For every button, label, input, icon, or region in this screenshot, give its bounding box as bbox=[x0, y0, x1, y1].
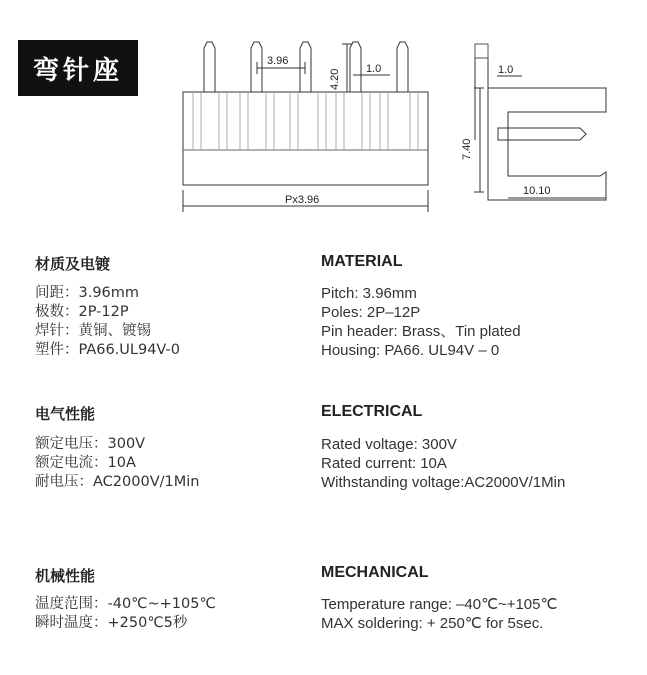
material-cn-line: 焊针：黄铜、镀锡 bbox=[35, 323, 151, 339]
side-body bbox=[488, 88, 606, 200]
mechanical-en-lines bbox=[321, 595, 557, 633]
electrical-cn-lines bbox=[35, 435, 199, 492]
dim-pin-width-front: 1.0 bbox=[366, 63, 382, 75]
dim-pitch: 3.96 bbox=[267, 55, 289, 67]
electrical-en-line: Withstanding voltage:AC2000V/1Min bbox=[321, 474, 566, 491]
mechanical-cn-lines bbox=[35, 595, 216, 633]
mechanical-cn-line: 温度范围：-40℃~+105℃ bbox=[35, 596, 216, 612]
pin-1 bbox=[204, 42, 215, 92]
mechanical-en-line: MAX soldering: + 250℃ for 5sec. bbox=[321, 615, 544, 632]
electrical-en-lines bbox=[321, 435, 565, 492]
material-cn-line: 间距：3.96mm bbox=[35, 285, 140, 301]
electrical-en-line: Rated current: 10A bbox=[321, 455, 447, 472]
dim-pin-height: 4.20 bbox=[329, 68, 341, 90]
material-en-line: Pin header: Brass、Tin plated bbox=[321, 323, 521, 340]
side-pin-bent bbox=[498, 128, 586, 140]
electrical-cn-line: 额定电压：300V bbox=[35, 436, 146, 452]
material-en-title: MATERIAL bbox=[321, 253, 403, 270]
material-cn-line: 极数：2P-12P bbox=[35, 304, 129, 320]
dim-height: 7.40 bbox=[461, 138, 473, 160]
electrical-cn-line: 额定电流：10A bbox=[35, 455, 136, 471]
material-en-lines bbox=[321, 284, 521, 360]
material-cn-line: 塑件：PA66.UL94V-0 bbox=[35, 342, 180, 358]
material-en-line: Poles: 2P–12P bbox=[321, 304, 421, 321]
electrical-cn-line: 耐电压：AC2000V/1Min bbox=[35, 474, 200, 490]
pin-4 bbox=[350, 42, 361, 92]
material-cn-lines bbox=[35, 284, 180, 360]
mechanical-en-title: MECHANICAL bbox=[321, 564, 429, 581]
material-en-line: Pitch: 3.96mm bbox=[321, 285, 417, 302]
side-pin-top-tip bbox=[475, 44, 488, 58]
title-badge: 弯针座 bbox=[18, 40, 138, 96]
electrical-cn-title: 电气性能 bbox=[35, 405, 96, 423]
mechanical-cn-line: 瞬时温度：+250℃5秒 bbox=[35, 615, 188, 631]
mechanical-cn-title: 机械性能 bbox=[35, 567, 96, 585]
front-body bbox=[183, 92, 428, 185]
dim-pin-width-side: 1.0 bbox=[498, 64, 514, 76]
pin-5 bbox=[397, 42, 408, 92]
electrical-en-title: ELECTRICAL bbox=[321, 403, 423, 420]
material-cn-title: 材质及电镀 bbox=[35, 255, 111, 273]
material-en-line: Housing: PA66. UL94V – 0 bbox=[321, 342, 500, 359]
dim-total: Px3.96 bbox=[285, 194, 320, 206]
electrical-en-line: Rated voltage: 300V bbox=[321, 436, 457, 453]
mechanical-en-line: Temperature range: –40℃~+105℃ bbox=[321, 596, 558, 613]
dim-depth: 10.10 bbox=[523, 185, 551, 197]
connector-drawing bbox=[0, 0, 647, 230]
